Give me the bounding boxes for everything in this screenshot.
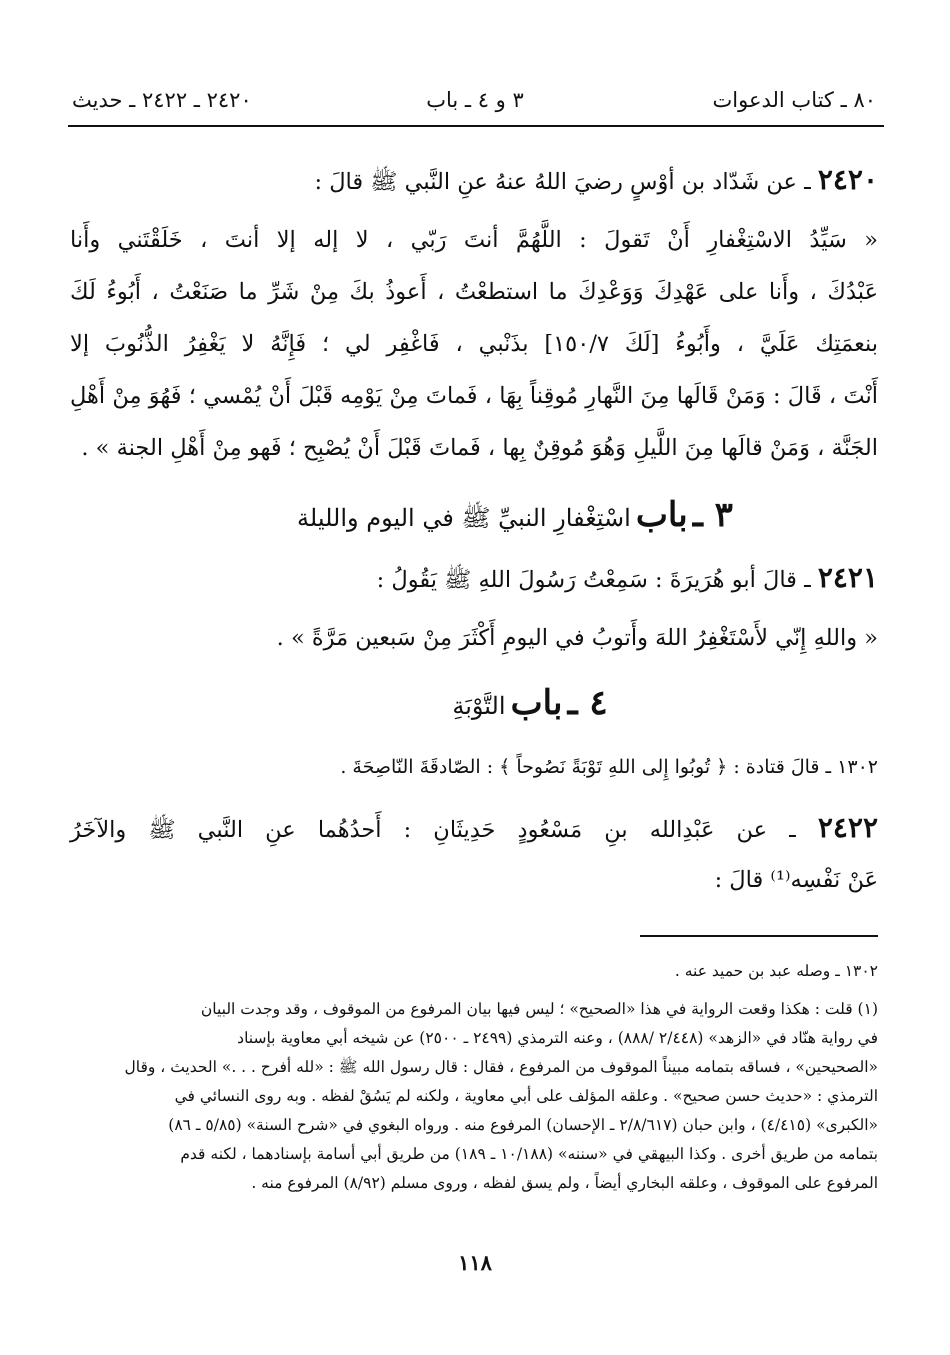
hadith-2420-line: عَبْدُكَ ، وأَنا على عَهْدِكَ وَوَعْدِكَ ما استطعْتُ ، أَعوذُ بكَ مِنْ شَرِّ ما صَنَعْتُ ، أَبُوءُ لَكَ: [70, 279, 878, 305]
hadith-2420-line: « سَيِّدُ الاسْتِغْفارِ أَنْ تَقولَ : اللَّهُمَّ أنتَ رَبّي ، لا إله إلا أنتَ ، خَلَقْتَني وأَنا: [70, 227, 878, 253]
hadith-2420-intro: [70, 160, 878, 202]
hadith-2422-line2: عَنْ نَفْسِه⁽¹⁾ قالَ :: [714, 867, 878, 893]
hadith-2420-line: الجَنَّة ، وَمَنْ قالَها مِنَ اللَّيلِ وَهُوَ مُوقِنٌ بِها ، فَماتَ قَبْلَ أَنْ يُصْبِح ؛ فَهو مِنْ أَهْلِ الجنة » .: [81, 435, 878, 461]
chapter-word: باب: [510, 683, 563, 723]
athar-1302: ١٣٠٢ ـ قالَ قتادة : ﴿ تُوبُوا إِلى اللهِ تَوْبَةً نَصُوحاً ﴾ : الصّادقَةَ النّاصِحَةَ .: [340, 756, 878, 778]
hadith-2421-intro: [70, 558, 878, 600]
footnote-line: (١) قلت : هكذا وقعت الرواية في هذا «الصحيح» ؛ ليس فيها بيان المرفوع من الموقوف ، وقد وجدت البيان: [200, 1000, 878, 1018]
chapter-number: ٣ ـ: [692, 495, 733, 535]
hadith-intro-text: ـ عن عَبْدِالله بنِ مَسْعُودٍ حَدِيثَانِ : أَحدُهُما عنِ النَّبي ﷺ والآخَرُ: [70, 817, 796, 843]
header-book-title: ٨٠ ـ كتاب الدعوات: [712, 88, 876, 112]
hadith-intro-text: ـ قالَ أبو هُرَيرَةَ : سَمِعْتُ رَسُولَ اللهِ ﷺ يَقُولُ :: [376, 567, 811, 593]
hadith-number: ٢٤٢٢: [817, 811, 878, 844]
hadith-2421-text: « واللهِ إِنّي لأَسْتَغْفِرُ اللهَ وأَتوبُ في اليومِ أَكْثَرَ مِنْ سَبعين مَرَّةً » .: [276, 625, 878, 651]
page-number: ١١٨: [458, 1250, 492, 1275]
header-rule: [68, 125, 884, 127]
hadith-intro-text: ـ عن شَدّاد بن أوْسٍ رضيَ اللهُ عنهُ عنِ النَّبي ﷺ قالَ :: [314, 169, 811, 195]
footnote-1302: ١٣٠٢ ـ وصله عبد بن حميد عنه .: [674, 962, 878, 980]
footnote-line: في رواية هنّاد في «الزهد» (٢/٤٤٨ /٨٨٨) ، وعنه الترمذي (٢٤٩٩ ـ ٢٥٠٠) عن شيخه أبي معاوية بإسناد: [237, 1029, 878, 1047]
header-chapter: ٣ و ٤ ـ باب: [426, 88, 524, 112]
hadith-number: ٢٤٢٠: [817, 163, 878, 196]
hadith-2420-line: بنعمَتِك عَلَيَّ ، وأَبُوءُ [لَكَ ١٥٠/٧] بذَنْبي ، فَاغْفِر لي ؛ فَإِنَّهُ لا يَغْفِرُ الذُّنُوبَ إلا: [70, 331, 878, 357]
footnote-line: بتمامه من طريق أخرى . وكذا البيهقي في «سننه» (١٠/١٨٨ ـ ١٨٩) من طريق أبي أسامة بإسنادهما ، لكنه قدم: [180, 1145, 878, 1163]
chapter-word: باب: [635, 495, 688, 535]
footnote-rule: [640, 935, 878, 937]
footnote-line: المرفوع على الموقوف ، وعلقه البخاري أيضاً ، ولم يسق لفظه ، وروى مسلم (٨/٩٢) المرفوع منه .: [251, 1174, 878, 1192]
hadith-2420-line: أَنْتَ ، قَالَ : وَمَنْ قَالَها مِنَ النَّهارِ مُوقِناً بِهَا ، فَماتَ مِنْ يَوْمِه قَبْلَ أَنْ يُمْسي ؛ فَهُوَ مِنْ أَهْلِ: [70, 383, 878, 409]
header-hadith-range: ٢٤٢٠ ـ ٢٤٢٢ ـ حديث: [72, 88, 252, 112]
footnote-line: «الصحيحين» ، فساقه بتمامه مبيناً الموقوف من المرفوع ، فقال : قال رسول الله ﷺ : «لله أفرح . . .» الحديث ، وقال: [124, 1058, 878, 1076]
chapter-3-heading: [0, 490, 950, 546]
hadith-number: ٢٤٢١: [817, 561, 878, 594]
footnote-line: الترمذي : «حديث حسن صحيح» . وعلقه المؤلف على أبي معاوية ، ولكنه لم يَسُقْ لفظه . وبه روى النسائي في: [174, 1087, 878, 1105]
chapter-number: ٤ ـ: [567, 683, 608, 723]
chapter-4-heading: [0, 678, 950, 734]
chapter-title: التَّوْبَةِ: [452, 692, 506, 720]
chapter-title: اسْتِغْفارِ النبيِّ ﷺ في اليوم والليلة: [297, 504, 631, 532]
hadith-2422-intro: [70, 808, 878, 850]
footnote-line: «الكبرى» (٤/٤١٥) ، وابن حبان (٢/٨/٦١٧ ـ الإحسان) المرفوع منه . ورواه البغوي في «شرح السنة» (٥/٨٥ ـ ٨٦): [168, 1116, 878, 1134]
